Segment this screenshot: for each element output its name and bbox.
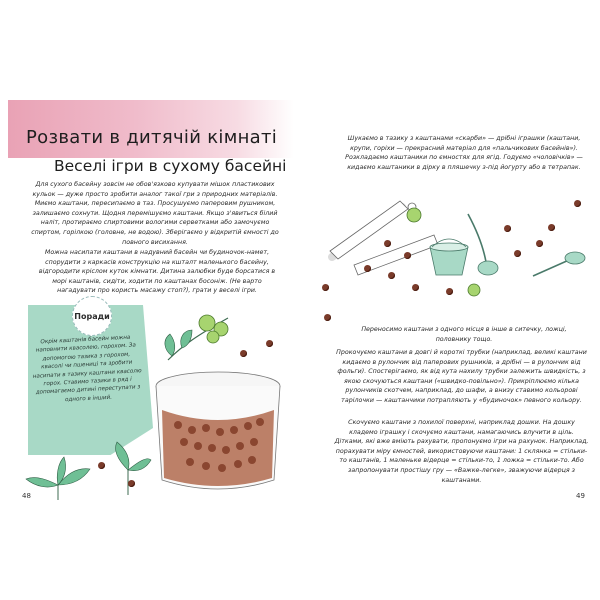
chestnut-icon [446, 288, 453, 295]
chestnut-icon [128, 480, 135, 487]
right-paragraph-1: Шукаємо в тазику з каштанами «скарби» — дрібні іграшки (каштани, крупи, горіхи — прекрасний матеріал для «пальчикових басейнів»). Розкладаємо каштаники по ємностях для ягід. Годуємо «чоловічків» — кидаємо каштаники в дірку в пляшечку з-під йогурту або в тетрапак. [345, 135, 583, 171]
chestnut-icon [98, 462, 105, 469]
chestnut-icon [384, 240, 391, 247]
left-page [8, 100, 294, 505]
ladle-illustration [464, 210, 504, 280]
chestnut-icon [404, 252, 411, 259]
left-paragraph-1: Для сухого басейну зовсім не обов'язково купувати мішок пластикових кульок — дуже просто зробити аналог такої гри з природних матеріалів. Миємо каштани, пересипаємо в таз. Просушуємо паперовим рушником, залишаємо сохнути. Щодня перемішуємо каштани. Якщо з'явиться білий наліт, протираємо спиртовими вологими серветками або замочуємо спиртом, горілкою (головне, не водою). Зберігаємо у відкритій ємності до повного висихання. [31, 181, 279, 246]
chestnut-icon [388, 272, 395, 279]
chestnut-icon [504, 225, 511, 232]
chestnut-icon [364, 265, 371, 272]
chestnut-icon [412, 284, 419, 291]
right-paragraph-2: Переносимо каштани з одного місця в інше в ситечку, ложці, половнику тощо. [361, 326, 567, 343]
chestnut-icon [548, 224, 555, 231]
left-paragraph-2: Можна насипати каштани в надувний басейн чи будиночок-намет, спорудити з каркасів конструкцію на кшталт маленького басейну, відгородити кріслом куток кімнати. Дитина залюбки буде борсатися в морі каштанів, сидіти, ходити по каштанах босоніж. (Не варто нагадувати про користь масажу стоп?), грати у веселі ігри. [38, 249, 276, 295]
tips-text: Окрім каштанів басейн можна наповнити квасолею, горохом. За допомогою тазика з горохом, квасолі чи пшениці та зробити насипати в тазику каштани квасолю горох. Ставимо тазики в ряд і допомагаємо дитині переступати з одного в інший. [32, 334, 142, 404]
tips-label: Поради [74, 311, 110, 321]
spoon-illustration [529, 250, 589, 280]
page-number-left: 48 [22, 492, 31, 500]
section-title: Розвати в дитячій кімнаті [26, 127, 278, 148]
leaf-icon [103, 440, 153, 500]
bowl-illustration [148, 370, 288, 495]
right-page [304, 100, 594, 505]
right-paragraph-3: Прокочуємо каштани в довгі й короткі трубки (наприклад, великі каштани кидаємо в рулончик від паперових рушників, а дрібні — в рулончик від фольги). Спостерігаємо, як від кута нахилу трубки залежить швидкість, з якою скочуються каштани («швидко-повільно»). Прикріплюємо кілька рулончиків скотчем, наприклад, до шафи, а внизу ставимо кольорові тарілочки — каштанчики потрапляють у «будиночок» певного кольору. [336, 349, 587, 404]
page-heading: Веселі ігри в сухому басейні [54, 157, 287, 175]
chestnut-icon [536, 240, 543, 247]
spiky-husk-icon [464, 280, 484, 300]
chestnut-icon [514, 250, 521, 257]
tips-badge [72, 296, 112, 336]
spiky-husk-icon [193, 305, 233, 345]
chestnut-icon [240, 350, 247, 357]
chestnut-icon [324, 314, 331, 321]
chestnut-icon [322, 284, 329, 291]
chestnut-icon [266, 340, 273, 347]
chestnut-icon [574, 200, 581, 207]
spiky-husk-icon [404, 205, 424, 225]
page-number-right: 49 [576, 492, 585, 500]
right-paragraph-4: Скочуємо каштани з похилої поверхні, наприклад дошки. На дошку кладемо іграшку і скочуємо каштани, намагаючись влучити в ціль. Дітками, які вже вміють рахувати, пропонуємо ігри на рахунок. Наприклад, порахувати міру ємностей, використовуючи каштани: 1 склянка = стільки-то каштанів, 1 маленьке відерце = стільки-то, 1 ложка = стільки-то. Або запропонувати простішу гру — «Важке-легке», зважуючи відерця з каштанами. [334, 419, 589, 484]
